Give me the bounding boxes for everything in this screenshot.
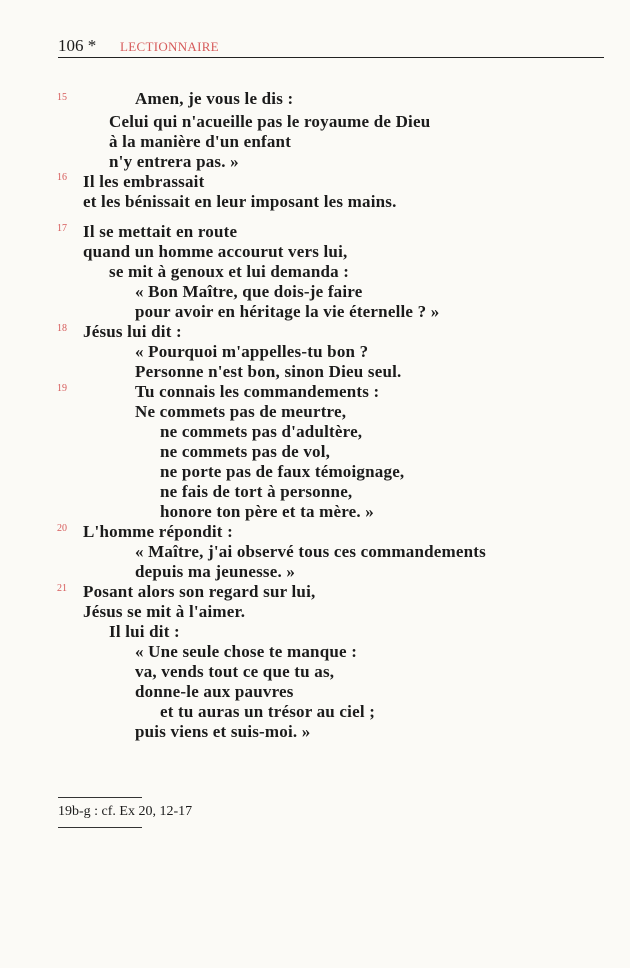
text-line: Jésus se mit à l'aimer.: [83, 602, 246, 621]
text-line: depuis ma jeunesse. »: [135, 562, 296, 581]
verse-number: 21: [57, 583, 67, 594]
text-line: Personne n'est bon, sinon Dieu seul.: [135, 362, 402, 381]
text-line: Tu connais les commandements :: [135, 382, 380, 401]
running-title: LECTIONNAIRE: [120, 39, 219, 54]
text-line: L'homme répondit :: [83, 522, 233, 541]
text-line: honore ton père et ta mère. »: [160, 502, 375, 521]
text-line: ne fais de tort à personne,: [160, 482, 353, 501]
text-line: puis viens et suis-moi. »: [135, 722, 311, 741]
text-line: ne commets pas de vol,: [160, 442, 331, 461]
text-line: quand un homme accourut vers lui,: [83, 242, 348, 261]
text-line: Il se mettait en route: [83, 222, 238, 241]
verse-number: 20: [57, 523, 67, 534]
text-line: n'y entrera pas. »: [109, 152, 239, 171]
footnote-rule: [58, 797, 142, 798]
verse-number: 18: [57, 323, 67, 334]
text-line: et les bénissait en leur imposant les mains.: [83, 192, 397, 211]
text-line: « Bon Maître, que dois-je faire: [135, 282, 363, 301]
text-line: et tu auras un trésor au ciel ;: [160, 702, 376, 721]
text-line: Celui qui n'acueille pas le royaume de Dieu: [109, 112, 431, 131]
text-line: Jésus lui dit :: [83, 322, 182, 341]
verse-number: 17: [57, 223, 67, 234]
text-line: à la manière d'un enfant: [109, 132, 292, 151]
text-line: Il les embrassait: [83, 172, 205, 191]
verse-number: 16: [57, 172, 67, 183]
text-line: ne commets pas d'adultère,: [160, 422, 363, 441]
footnote-rule: [58, 827, 142, 828]
text-line: se mit à genoux et lui demanda :: [109, 262, 350, 281]
footnote: 19b-g : cf. Ex 20, 12-17: [58, 804, 193, 819]
page-number: 106 *: [58, 36, 97, 55]
verse-number: 19: [57, 383, 67, 394]
verse-number: 15: [57, 92, 67, 103]
text-line: « Maître, j'ai observé tous ces commandements: [135, 542, 486, 561]
text-line: donne-le aux pauvres: [135, 682, 294, 701]
text-line: Amen, je vous le dis :: [135, 89, 294, 108]
text-line: Ne commets pas de meurtre,: [135, 402, 347, 421]
text-line: « Pourquoi m'appelles-tu bon ?: [135, 342, 369, 361]
text-line: Il lui dit :: [109, 622, 180, 641]
text-line: va, vends tout ce que tu as,: [135, 662, 335, 681]
text-line: « Une seule chose te manque :: [135, 642, 358, 661]
text-line: pour avoir en héritage la vie éternelle ? »: [135, 302, 440, 321]
text-line: Posant alors son regard sur lui,: [83, 582, 316, 601]
text-line: ne porte pas de faux témoignage,: [160, 462, 405, 481]
